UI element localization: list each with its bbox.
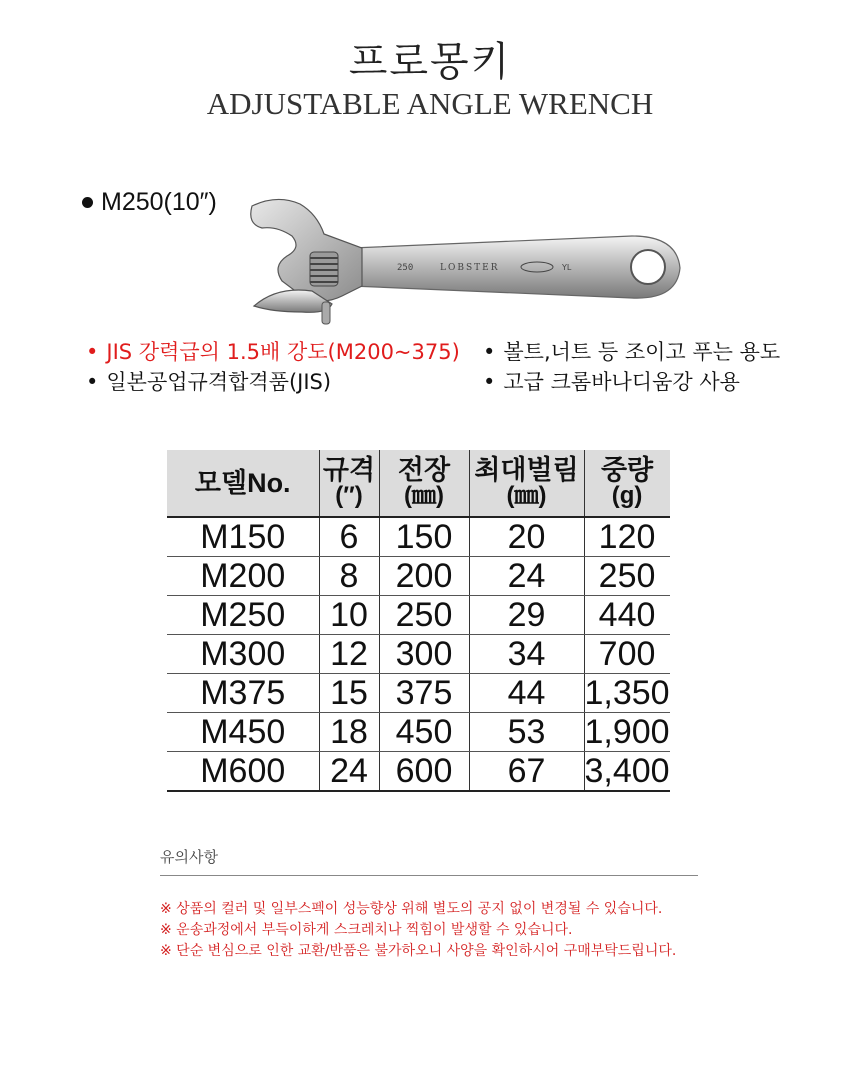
notice-item: ※ 단순 변심으로 인한 교환/반품은 불가하오니 사양을 확인하시어 구매부탁드립니다. — [160, 943, 677, 959]
header-model: 모델No. — [167, 450, 319, 517]
cell-length: 300 — [379, 635, 469, 674]
cell-size: 10 — [319, 596, 379, 635]
cell-weight: 120 — [584, 517, 670, 557]
feature-usage — [483, 338, 780, 367]
header-weight: 중량 (g) — [584, 450, 670, 517]
notice-list — [160, 899, 676, 962]
cell-weight: 3,400 — [584, 752, 670, 790]
cell-model: M450 — [167, 713, 319, 752]
cell-opening: 53 — [469, 713, 584, 752]
cell-size: 18 — [319, 713, 379, 752]
cell-length: 150 — [379, 517, 469, 557]
table-row — [167, 596, 670, 635]
cell-opening: 29 — [469, 596, 584, 635]
notice-item: ※ 운송과정에서 부득이하게 스크레치나 찍힘이 발생할 수 있습니다. — [160, 922, 573, 938]
worm-screw-icon — [310, 252, 338, 286]
cell-opening: 44 — [469, 674, 584, 713]
cell-model: M300 — [167, 635, 319, 674]
cell-weight: 1,900 — [584, 713, 670, 751]
cell-model: M375 — [167, 674, 319, 713]
cell-size: 24 — [319, 752, 379, 792]
spec-table — [167, 450, 670, 792]
cell-length: 250 — [379, 596, 469, 635]
table-row — [167, 713, 670, 752]
table-row — [167, 635, 670, 674]
feature-bullet: • — [86, 340, 99, 364]
table-row — [167, 517, 670, 557]
cell-length: 375 — [379, 674, 469, 713]
feature-bullet: • — [483, 370, 496, 394]
cell-weight: 1,350 — [584, 674, 670, 712]
feature-text: 일본공업규격합격품(JIS) — [106, 370, 332, 394]
cell-opening: 20 — [469, 517, 584, 557]
notice-heading: 유의사항 — [160, 846, 698, 876]
cell-model: M200 — [167, 557, 319, 596]
adjustable-wrench-image — [232, 196, 682, 336]
table-row — [167, 674, 670, 713]
wrench-engraving-mark: YL — [562, 263, 572, 272]
page-title-korean: 프로몽키 — [348, 39, 512, 85]
cell-weight: 700 — [584, 635, 670, 674]
feature-text: 고급 크롬바나디움강 사용 — [503, 370, 740, 394]
table-row — [167, 752, 670, 792]
wrench-engraving-brand: LOBSTER — [440, 263, 500, 273]
page-title-english: ADJUSTABLE ANGLE WRENCH — [206, 86, 654, 121]
cell-opening: 24 — [469, 557, 584, 596]
header-length: 전장 (㎜) — [379, 450, 469, 517]
cell-model: M600 — [167, 752, 319, 792]
cell-size: 15 — [319, 674, 379, 713]
bullet-dot-icon — [82, 197, 93, 208]
model-label — [82, 188, 217, 217]
spec-table-header-row — [167, 450, 670, 517]
cell-size: 6 — [319, 517, 379, 557]
feature-text: 볼트,너트 등 조이고 푸는 용도 — [503, 340, 781, 364]
cell-size: 12 — [319, 635, 379, 674]
cell-opening: 34 — [469, 635, 584, 674]
cell-length: 200 — [379, 557, 469, 596]
feature-jis-certified — [86, 368, 331, 397]
header-size: 규격 (″) — [319, 450, 379, 517]
cell-length: 450 — [379, 713, 469, 752]
feature-bullet: • — [86, 370, 99, 394]
feature-material — [483, 368, 740, 397]
feature-text: JIS 강력급의 1.5배 강도(M200~375) — [106, 340, 460, 364]
cell-size: 8 — [319, 557, 379, 596]
table-row — [167, 557, 670, 596]
cell-weight: 440 — [584, 596, 670, 635]
cell-model: M250 — [167, 596, 319, 635]
notice-item: ※ 상품의 컬러 및 일부스펙이 성능향상 위해 별도의 공지 없이 변경될 수 있습니다. — [160, 901, 663, 917]
cell-model: M150 — [167, 517, 319, 557]
cell-weight: 250 — [584, 557, 670, 596]
cell-length: 600 — [379, 752, 469, 792]
wrench-engraving-size: 250 — [397, 263, 414, 273]
cell-opening: 67 — [469, 752, 584, 792]
header-max-opening: 최대벌림 (㎜) — [469, 450, 584, 517]
model-label-text: M250(10″) — [101, 188, 217, 216]
feature-jis-strength — [86, 338, 460, 367]
feature-bullet: • — [483, 340, 496, 364]
